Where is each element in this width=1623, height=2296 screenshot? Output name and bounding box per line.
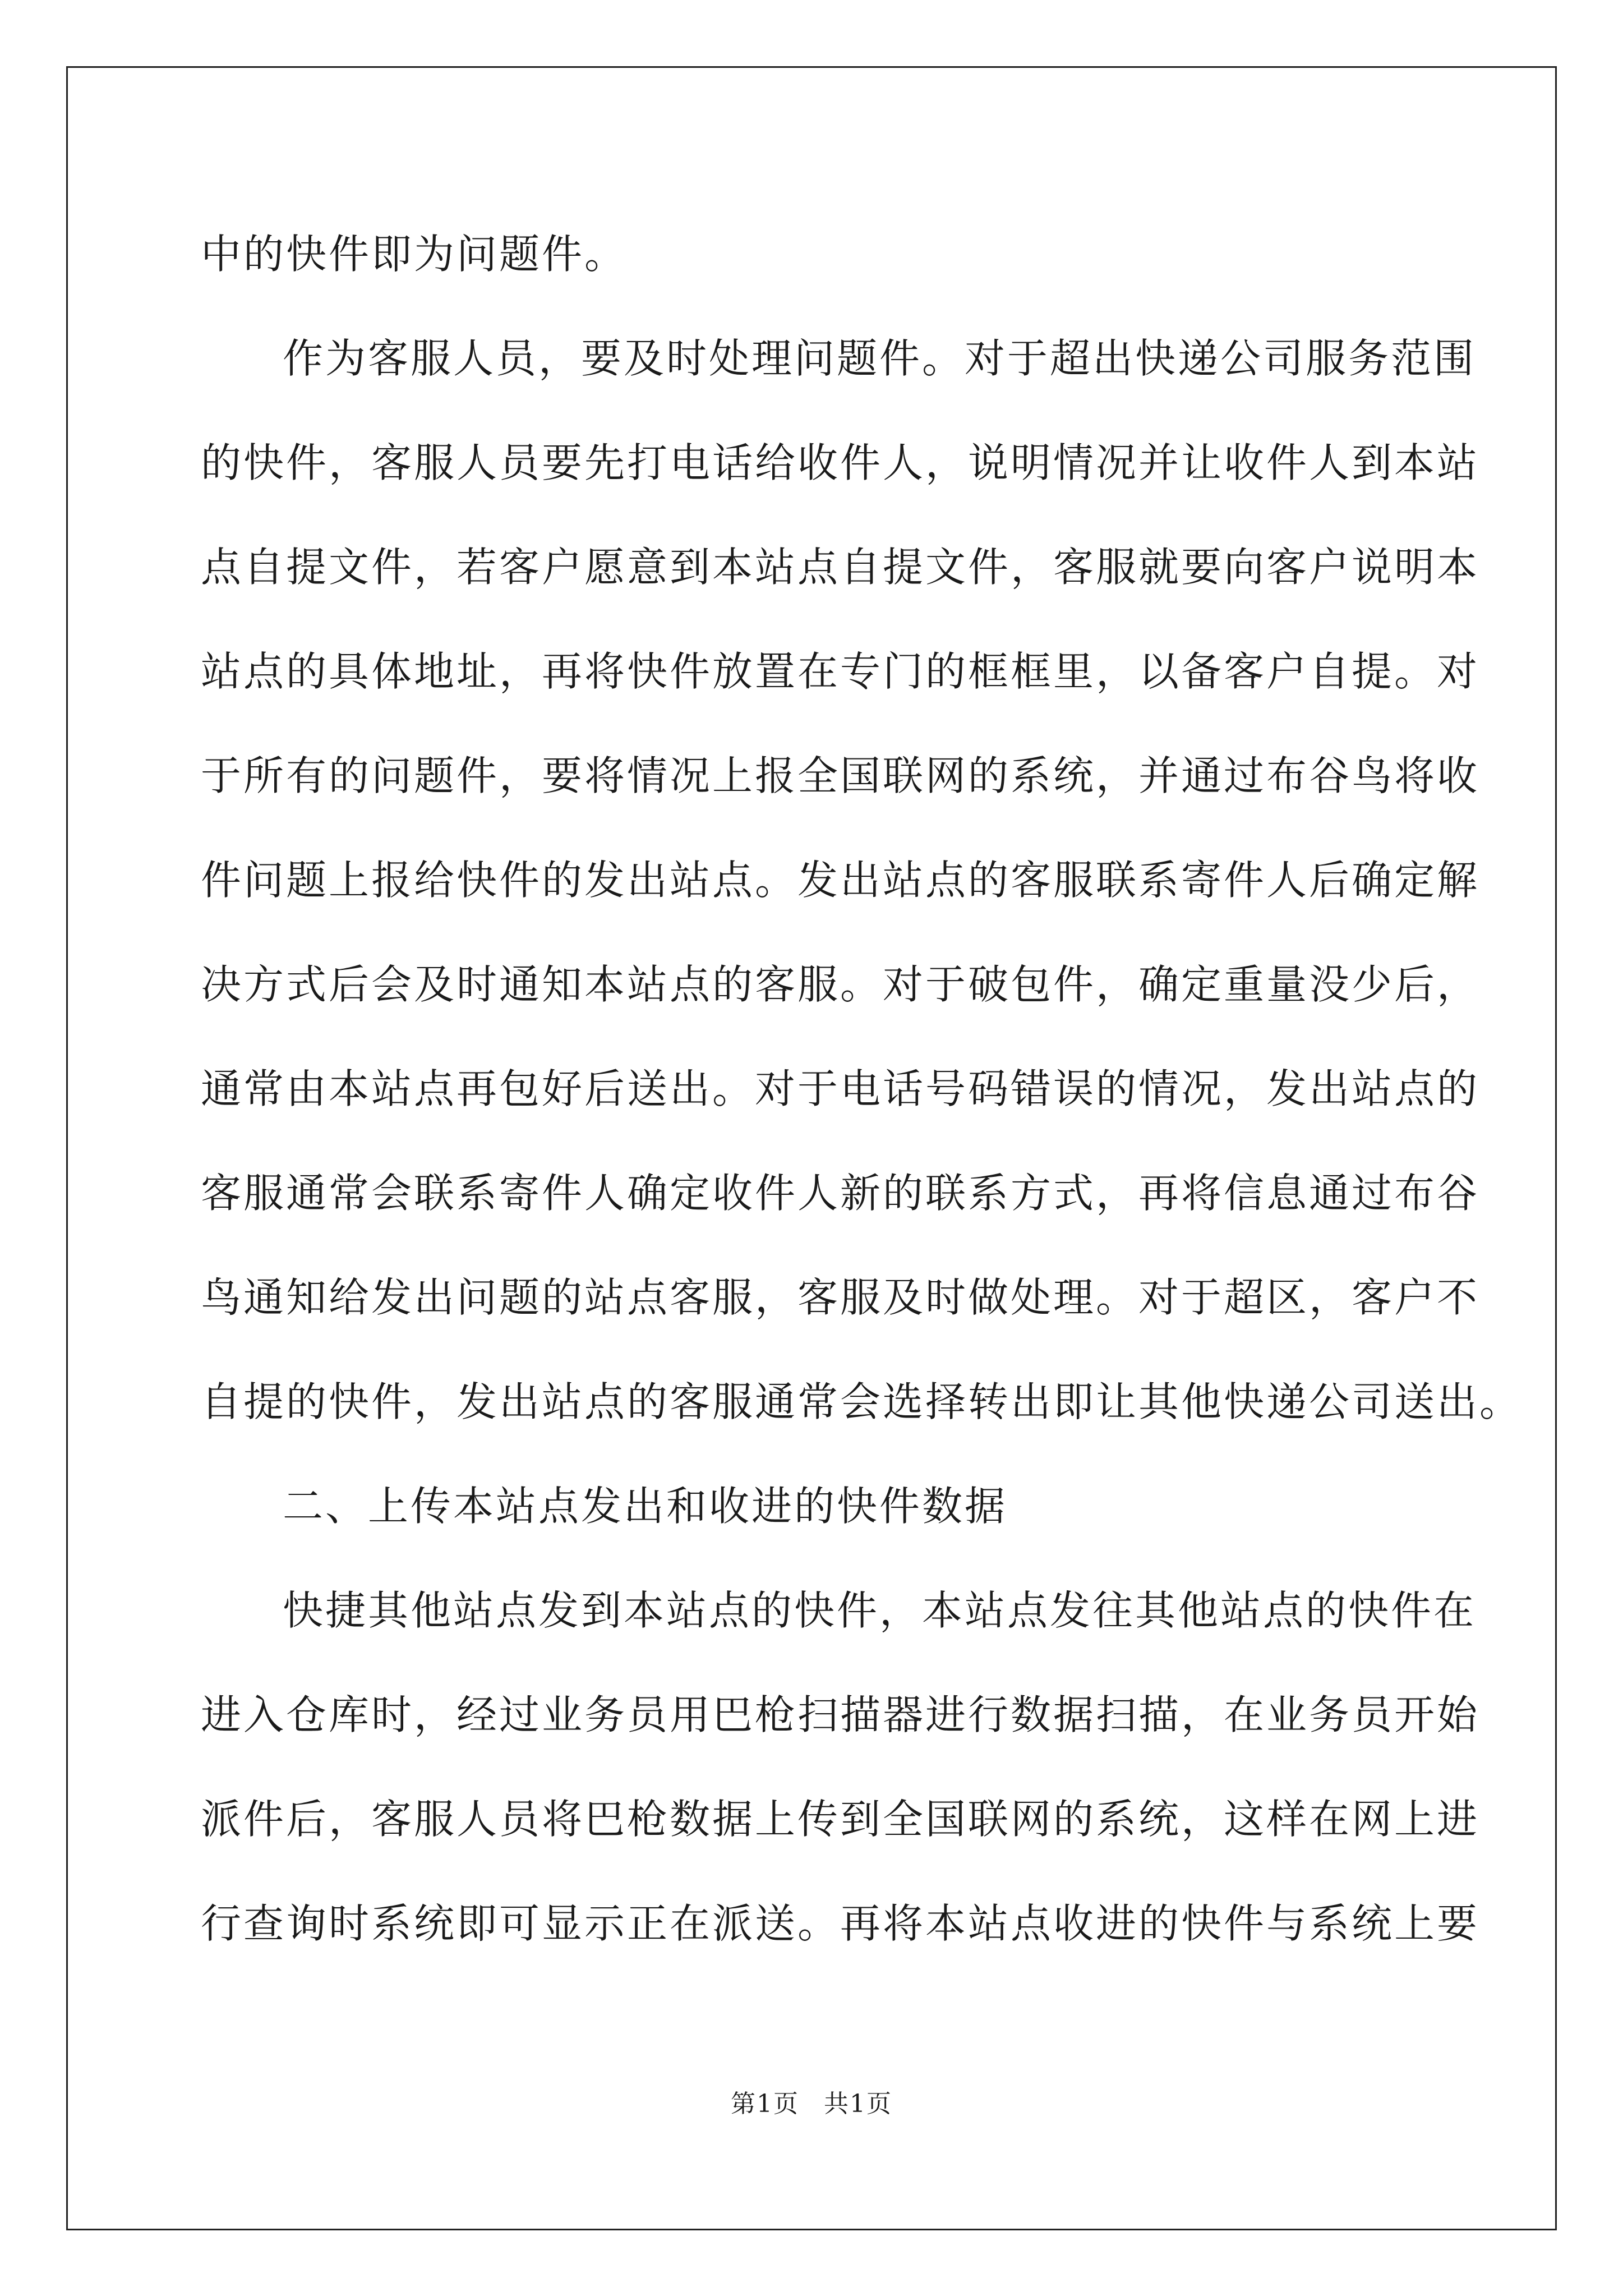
text-line: 点自提文件，若客户愿意到本站点自提文件，客服就要向客户说明本 xyxy=(201,544,1480,591)
document-body xyxy=(201,202,1523,1976)
text-line: 中的快件即为问题件。 xyxy=(201,231,628,278)
text-line: 派件后，客服人员将巴枪数据上传到全国联网的系统，这样在网上进 xyxy=(201,1796,1480,1843)
text-line: 鸟通知给发出问题的站点客服，客服及时做处理。对于超区，客户不 xyxy=(201,1274,1480,1321)
text-line: 件问题上报给快件的发出站点。发出站点的客服联系寄件人后确定解 xyxy=(201,857,1480,904)
text-line: 客服通常会联系寄件人确定收件人新的联系方式，再将信息通过布谷 xyxy=(201,1170,1480,1217)
page-footer xyxy=(0,2083,1623,2119)
text-line: 通常由本站点再包好后送出。对于电话号码错误的情况，发出站点的 xyxy=(201,1065,1480,1112)
text-line: 进入仓库时，经过业务员用巴枪扫描器进行数据扫描，在业务员开始 xyxy=(201,1691,1480,1738)
text-line: 行查询时系统即可显示正在派送。再将本站点收进的快件与系统上要 xyxy=(201,1900,1480,1947)
text-line: 决方式后会及时通知本站点的客服。对于破包件，确定重量没少后， xyxy=(201,961,1480,1008)
text-line: 于所有的问题件，要将情况上报全国联网的系统，并通过布谷鸟将收 xyxy=(201,752,1480,799)
text-line: 自提的快件，发出站点的客服通常会选择转出即让其他快递公司送出。 xyxy=(201,1378,1523,1425)
text-line: 的快件，客服人员要先打电话给收件人，说明情况并让收件人到本站 xyxy=(201,439,1480,486)
page-total: 共1页 xyxy=(824,2090,892,2118)
paragraph-start: 快捷其他站点发到本站点的快件，本站点发往其他站点的快件在 xyxy=(283,1587,1477,1634)
text-line: 站点的具体地址，再将快件放置在专门的框框里，以备客户自提。对 xyxy=(201,648,1480,695)
page-number: 第1页 xyxy=(731,2090,799,2118)
paragraph-start: 作为客服人员，要及时处理问题件。对于超出快递公司服务范围 xyxy=(283,335,1477,382)
section-heading: 二、上传本站点发出和收进的快件数据 xyxy=(283,1483,1008,1530)
